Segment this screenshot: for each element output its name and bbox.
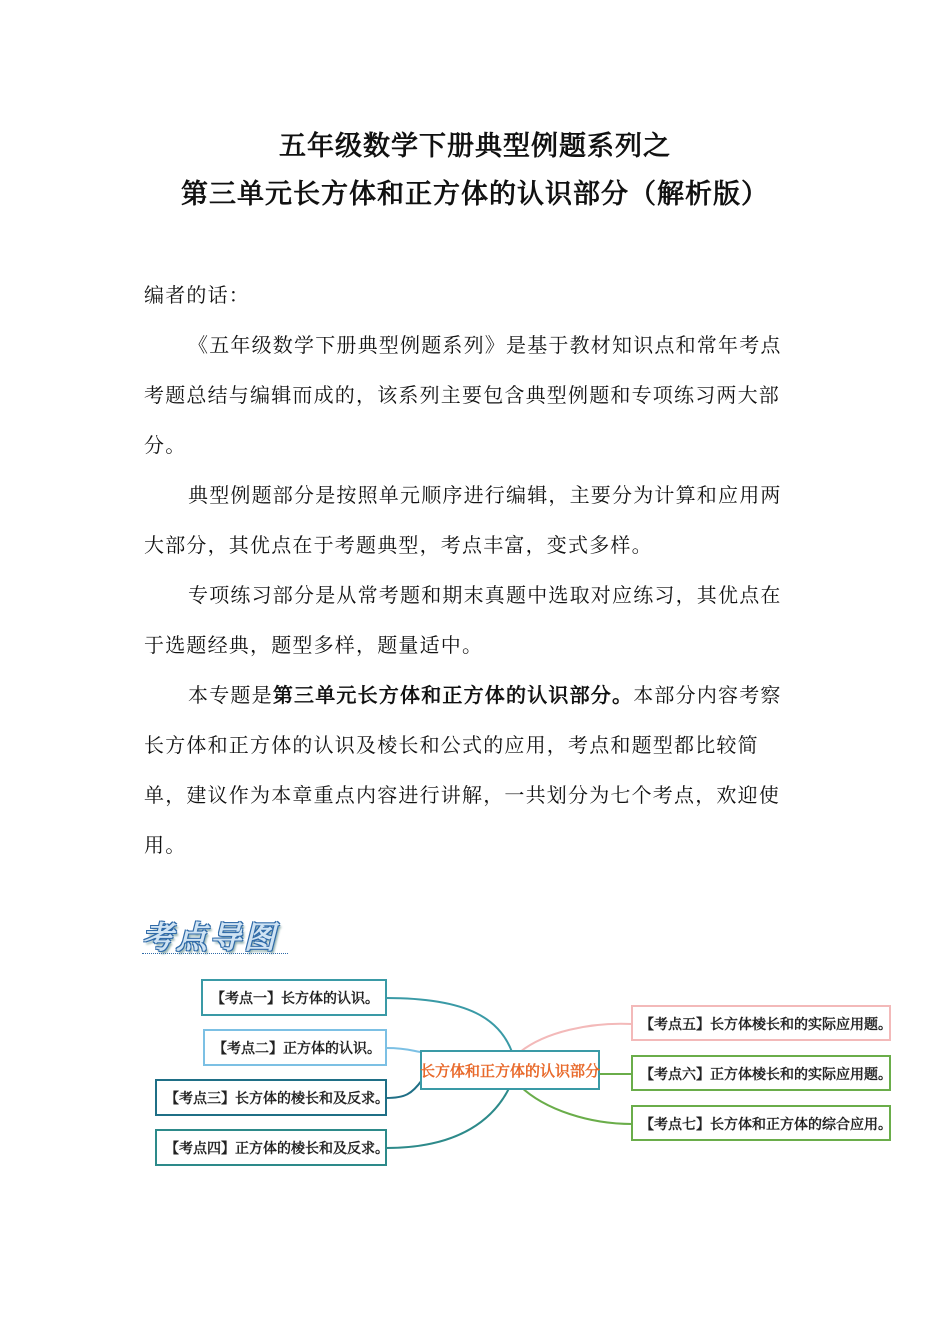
node-4-label: 【考点四】正方体的棱长和及反求。	[165, 1141, 389, 1157]
mindmap-heading-underline	[142, 953, 288, 954]
document-title-line1: 五年级数学下册典型例题系列之	[279, 131, 671, 162]
node-1-label: 【考点一】长方体的认识。	[211, 991, 379, 1007]
mindmap-diagram	[0, 960, 950, 1190]
node-3-label: 【考点三】长方体的棱长和及反求。	[165, 1091, 389, 1107]
center-node-label: 长方体和正方体的认识部分	[419, 1062, 601, 1080]
topic-name-bold: 第三单元长方体和正方体的认识部分。	[272, 683, 634, 707]
mindmap-node-3	[156, 1080, 389, 1115]
node-7-label: 【考点七】长方体和正方体的综合应用。	[640, 1117, 892, 1133]
editor-note-paragraph-2: 典型例题部分是按照单元顺序进行编辑，主要分为计算和应用两大部分，其优点在于考题典型，考点丰富，变式多样。	[144, 483, 782, 557]
connector-left-2	[386, 1048, 422, 1052]
editor-note-heading: 编者的话：	[144, 283, 250, 307]
mindmap-node-2	[204, 1030, 386, 1065]
mindmap-node-6	[632, 1056, 892, 1090]
mindmap-heading: 考点导图	[142, 920, 278, 956]
editor-note-paragraph-4	[144, 670, 794, 870]
mindmap-node-4	[156, 1130, 389, 1165]
connector-left-4	[386, 1082, 512, 1148]
node-5-label: 【考点五】长方体棱长和的实际应用题。	[640, 1017, 892, 1033]
mindmap-node-1	[202, 980, 386, 1015]
paragraph-4-body: 本部分内容考察长方体和正方体的认识及棱长和公式的应用，考点和题型都比较简单，建议作为本章重点内容进行讲解，一共划分为七个考点，欢迎使用。	[144, 683, 782, 857]
connector-right-7	[520, 1086, 632, 1124]
connector-left-1	[386, 998, 512, 1052]
node-2-label: 【考点二】正方体的认识。	[213, 1041, 381, 1057]
mindmap-center-node	[420, 1051, 600, 1089]
paragraph-4-intro: 本专题是	[188, 683, 273, 707]
mindmap-node-7	[632, 1106, 892, 1140]
connector-left-3	[386, 1080, 422, 1098]
editor-note-paragraph-3: 专项练习部分是从常考题和期末真题中选取对应练习，其优点在于选题经典，题型多样，题量适中。	[144, 583, 782, 657]
mindmap-node-5	[632, 1006, 892, 1040]
node-6-label: 【考点六】正方体棱长和的实际应用题。	[640, 1067, 892, 1083]
connector-right-5	[520, 1024, 632, 1052]
editor-note-paragraph-1: 《五年级数学下册典型例题系列》是基于教材知识点和常年考点考题总结与编辑而成的，该系列主要包含典型例题和专项练习两大部分。	[144, 333, 782, 457]
document-title-line2: 第三单元长方体和正方体的认识部分（解析版）	[181, 179, 769, 210]
